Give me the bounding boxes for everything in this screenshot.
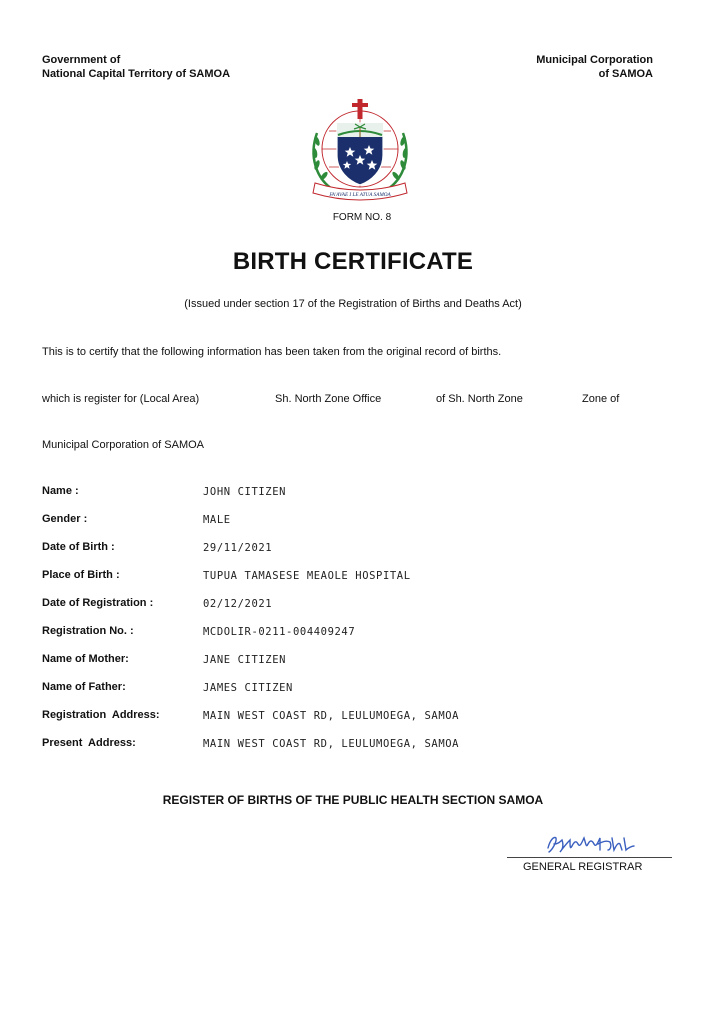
signature-line — [507, 857, 672, 858]
date-of-registration-value: 02/12/2021 — [203, 598, 273, 610]
municipality-line-1: Municipal Corporation — [536, 54, 653, 66]
present-address-label: Present Address: — [42, 737, 136, 749]
issued-under-statement: (Issued under section 17 of the Registration of Births and Deaths Act) — [184, 298, 522, 310]
date-of-birth-value: 29/11/2021 — [203, 542, 273, 554]
name-value: JOHN CITIZEN — [203, 486, 287, 498]
date-of-birth-label: Date of Birth : — [42, 541, 115, 553]
gender-label: Gender : — [42, 513, 88, 525]
present-address-value: MAIN WEST COAST RD, LEULUMOEGA, SAMOA — [203, 738, 460, 750]
certification-statement: This is to certify that the following information has been taken from the original record of births. — [42, 346, 502, 358]
zone-name: of Sh. North Zone — [436, 393, 523, 405]
father-name-label: Name of Father: — [42, 681, 126, 693]
place-of-birth-label: Place of Birth : — [42, 569, 120, 581]
place-of-birth-value: TUPUA TAMASESE MEAOLE HOSPITAL — [203, 570, 411, 582]
government-line-2: National Capital Territory of SAMOA — [42, 68, 231, 80]
samoa-coat-of-arms-emblem — [305, 97, 415, 205]
registration-number-value: MCDOLIR-0211-004409247 — [203, 626, 356, 638]
registration-number-label: Registration No. : — [42, 625, 134, 637]
issuing-municipality — [536, 53, 653, 81]
government-line-1: Government of — [42, 54, 121, 66]
cross — [358, 99, 363, 119]
mother-name-label: Name of Mother: — [42, 653, 129, 665]
zone-of-label: Zone of — [582, 393, 620, 405]
motto-text: FA'AVAE I LE ATUA SAMOA — [329, 192, 391, 198]
zone-office: Sh. North Zone Office — [275, 393, 382, 405]
municipal-corporation-line: Municipal Corporation of SAMOA — [42, 439, 205, 451]
registrar-signature — [540, 830, 640, 858]
municipality-line-2: of SAMOA — [598, 68, 653, 80]
gender-value: MALE — [203, 514, 231, 526]
general-registrar-title: GENERAL REGISTRAR — [523, 861, 643, 873]
mother-name-value: JANE CITIZEN — [203, 654, 287, 666]
issuing-government — [42, 53, 230, 81]
local-area-prefix: which is register for (Local Area) — [42, 393, 200, 405]
registration-address-value: MAIN WEST COAST RD, LEULUMOEGA, SAMOA — [203, 710, 460, 722]
name-label: Name : — [42, 485, 79, 497]
form-number: FORM NO. 8 — [332, 212, 392, 223]
document-title: BIRTH CERTIFICATE — [232, 248, 474, 275]
register-footer-heading: REGISTER OF BIRTHS OF THE PUBLIC HEALTH SECTION SAMOA — [162, 793, 544, 807]
father-name-value: JAMES CITIZEN — [203, 682, 293, 694]
date-of-registration-label: Date of Registration : — [42, 597, 154, 609]
registration-address-label: Registration Address: — [42, 709, 160, 721]
